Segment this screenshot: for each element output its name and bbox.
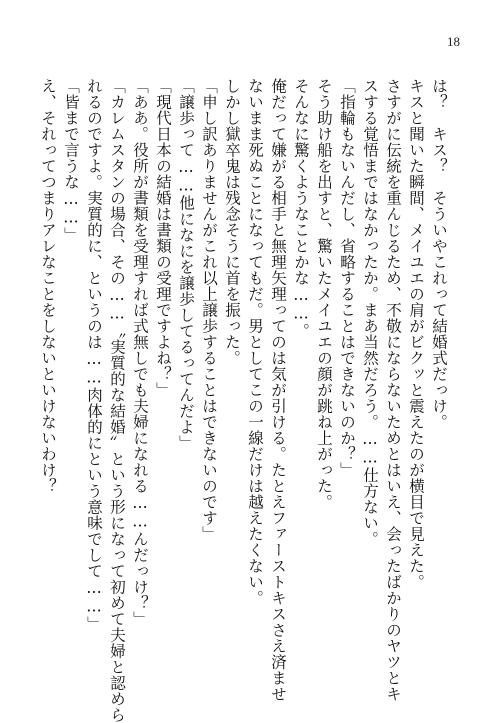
text-line: は？ キス？ そういやこれって結婚式だっけ。: [430, 78, 448, 430]
text-line: 「申し訳ありませんがこれ以上譲歩することはできないのです」: [200, 78, 218, 542]
text-line: え、それってつまりアレなことをしないといけないわけ？: [39, 78, 57, 494]
text-line: しかし獄卒鬼は残念そうに首を振った。: [223, 78, 241, 366]
text-line: 「カレムスタンの場合、その……〝実質的な結婚〟という形になって初めて夫婦と認めら: [108, 78, 126, 723]
text-line: 「譲歩って……他になにを譲歩してるってんだよ」: [177, 78, 195, 451]
text-line: 「皆まで言うな……」: [62, 78, 80, 243]
novel-text-column: [30, 78, 450, 723]
text-line: 「ああ。役所が書類を受理すれば式無しでも夫婦になれる……んだっけ？」: [131, 78, 149, 627]
text-line: 「現代日本の結婚は書類の受理ですよね？」: [154, 78, 172, 398]
text-line: れるのですよ。実質的に、というのは……肉体的にという意味でして……」: [85, 78, 103, 632]
text-line: キスと聞いた瞬間、メイユエの肩がビクッと震えたのが横目で見えた。: [407, 78, 425, 590]
text-line: スする覚悟まではなかったか。まあ当然だろう。……仕方ない。: [361, 78, 379, 547]
page-number: 18: [447, 34, 460, 49]
text-line: 「指輪もないんだし、省略することはできないのか？」: [338, 78, 356, 478]
text-line: そう助け船を出すと、驚いたメイユエの顔が跳ね上がった。: [315, 78, 333, 510]
text-line: さすがに伝統を重んじるため、不敬にならないためとはいえ、会ったばかりのヤツとキ: [384, 78, 402, 702]
text-line: そんなに驚くようなことかな……。: [292, 78, 310, 339]
text-line: ないまま死ぬことになってもだ。男としてこの一線だけは越えたくない。: [246, 78, 264, 606]
text-line: 俺だって嫌がる相手と無理矢理ってのは気が引ける。たとえファーストキスさえ済ませ: [269, 78, 287, 702]
